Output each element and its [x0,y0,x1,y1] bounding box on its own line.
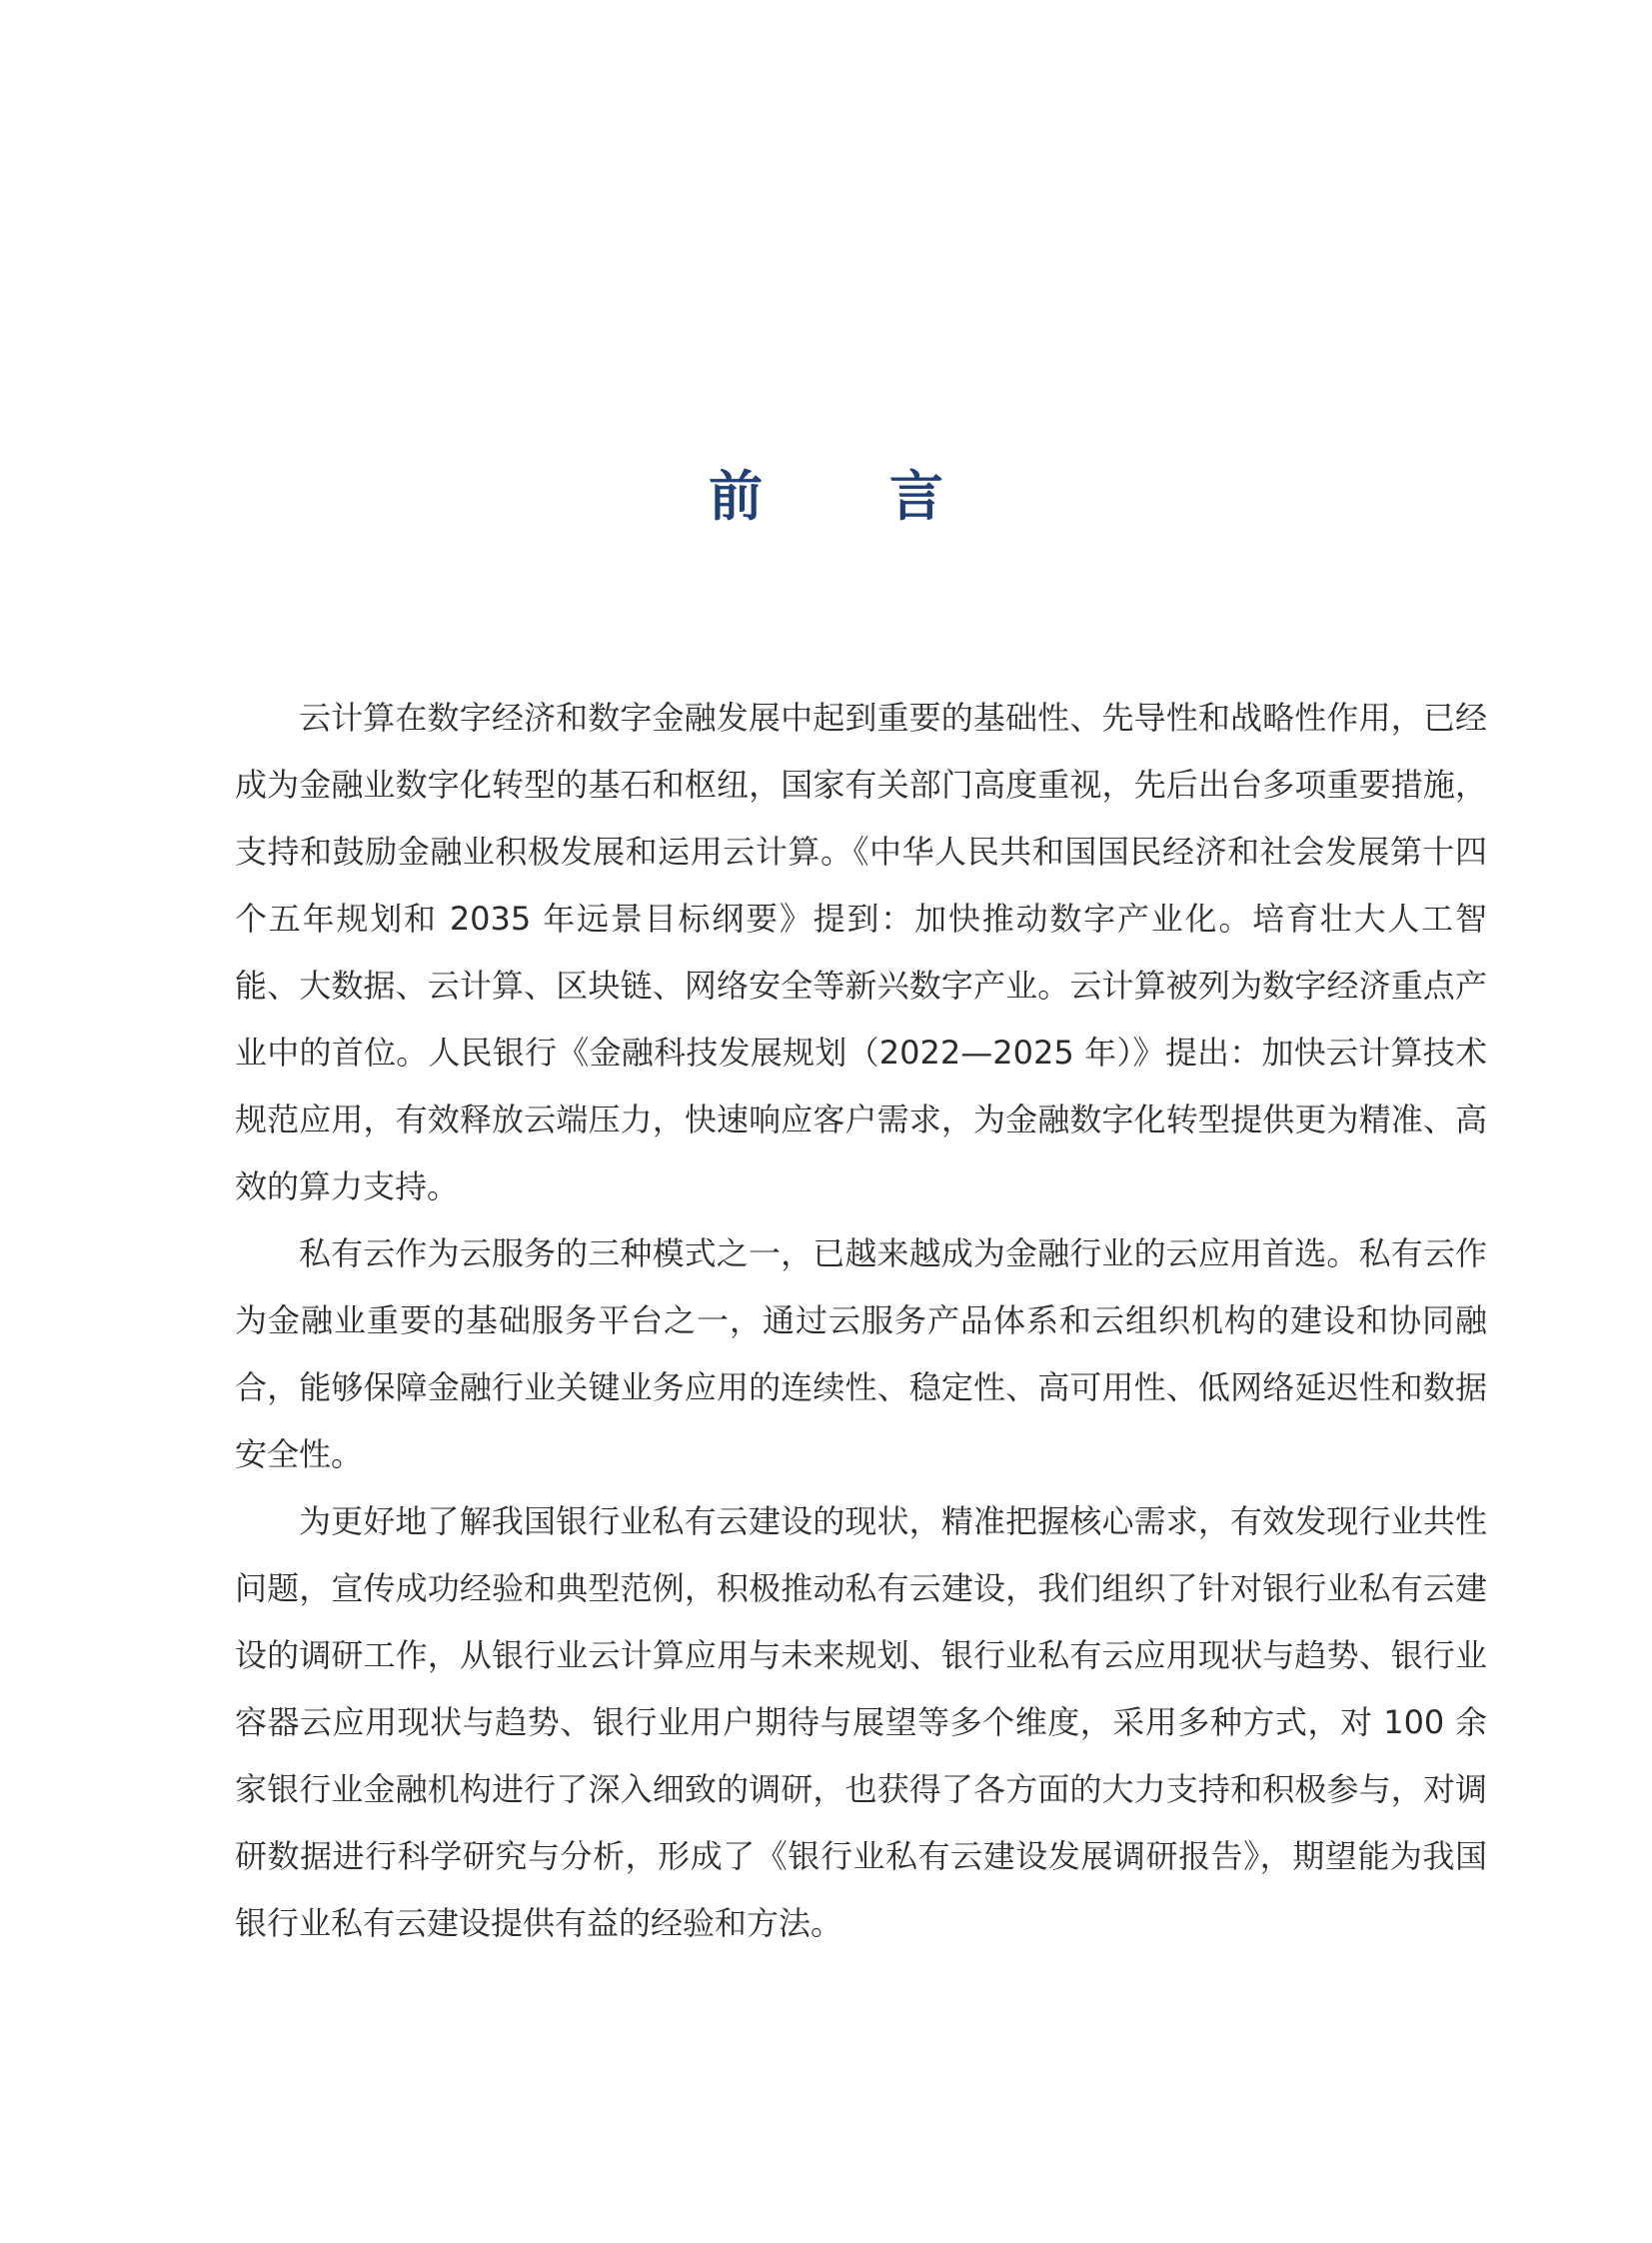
paragraph-3: 为更好地了解我国银行业私有云建设的现状，精准把握核心需求，有效发现行业共性问题，宣传成功经验和典型范例，积极推动私有云建设，我们组织了针对银行业私有云建设的调研工作，从银行业云计算应用与未来规划、银行业私有云应用现状与趋势、银行业容器云应用现状与趋势、银行业用户期待与展望等多个维度，采用多种方式，对 100 余家银行业金融机构进行了深入细致的调研，也获得了各方面的大力支持和积极参与，对调研数据进行科学研究与分析，形成了《银行业私有云建设发展调研报告》，期望能为我国银行业私有云建设提供有益的经验和方法。 [235,1502,1487,1942]
page-title: 前 言 [709,464,997,529]
preface-body [235,685,1487,1957]
paragraph-1: 云计算在数字经济和数字金融发展中起到重要的基础性、先导性和战略性作用，已经成为金融业数字化转型的基石和枢纽，国家有关部门高度重视，先后出台多项重要措施，支持和鼓励金融业积极发展和运用云计算。《中华人民共和国国民经济和社会发展第十四个五年规划和 2035 年远景目标纲要》提到：加快推动数字产业化。培育壮大人工智能、大数据、云计算、区块链、网络安全等新兴数字产业。云计算被列为数字经济重点产业中的首位。人民银行《金融科技发展规划（2022—2025 年）》提出：加快云计算技术规范应用，有效释放云端压力，快速响应客户需求，为金融数字化转型提供更为精准、高效的算力支持。 [235,699,1487,1205]
paragraph-2: 私有云作为云服务的三种模式之一，已越来越成为金融行业的云应用首选。私有云作为金融业重要的基础服务平台之一，通过云服务产品体系和云组织机构的建设和协同融合，能够保障金融行业关键业务应用的连续性、稳定性、高可用性、低网络延迟性和数据安全性。 [235,1234,1487,1473]
